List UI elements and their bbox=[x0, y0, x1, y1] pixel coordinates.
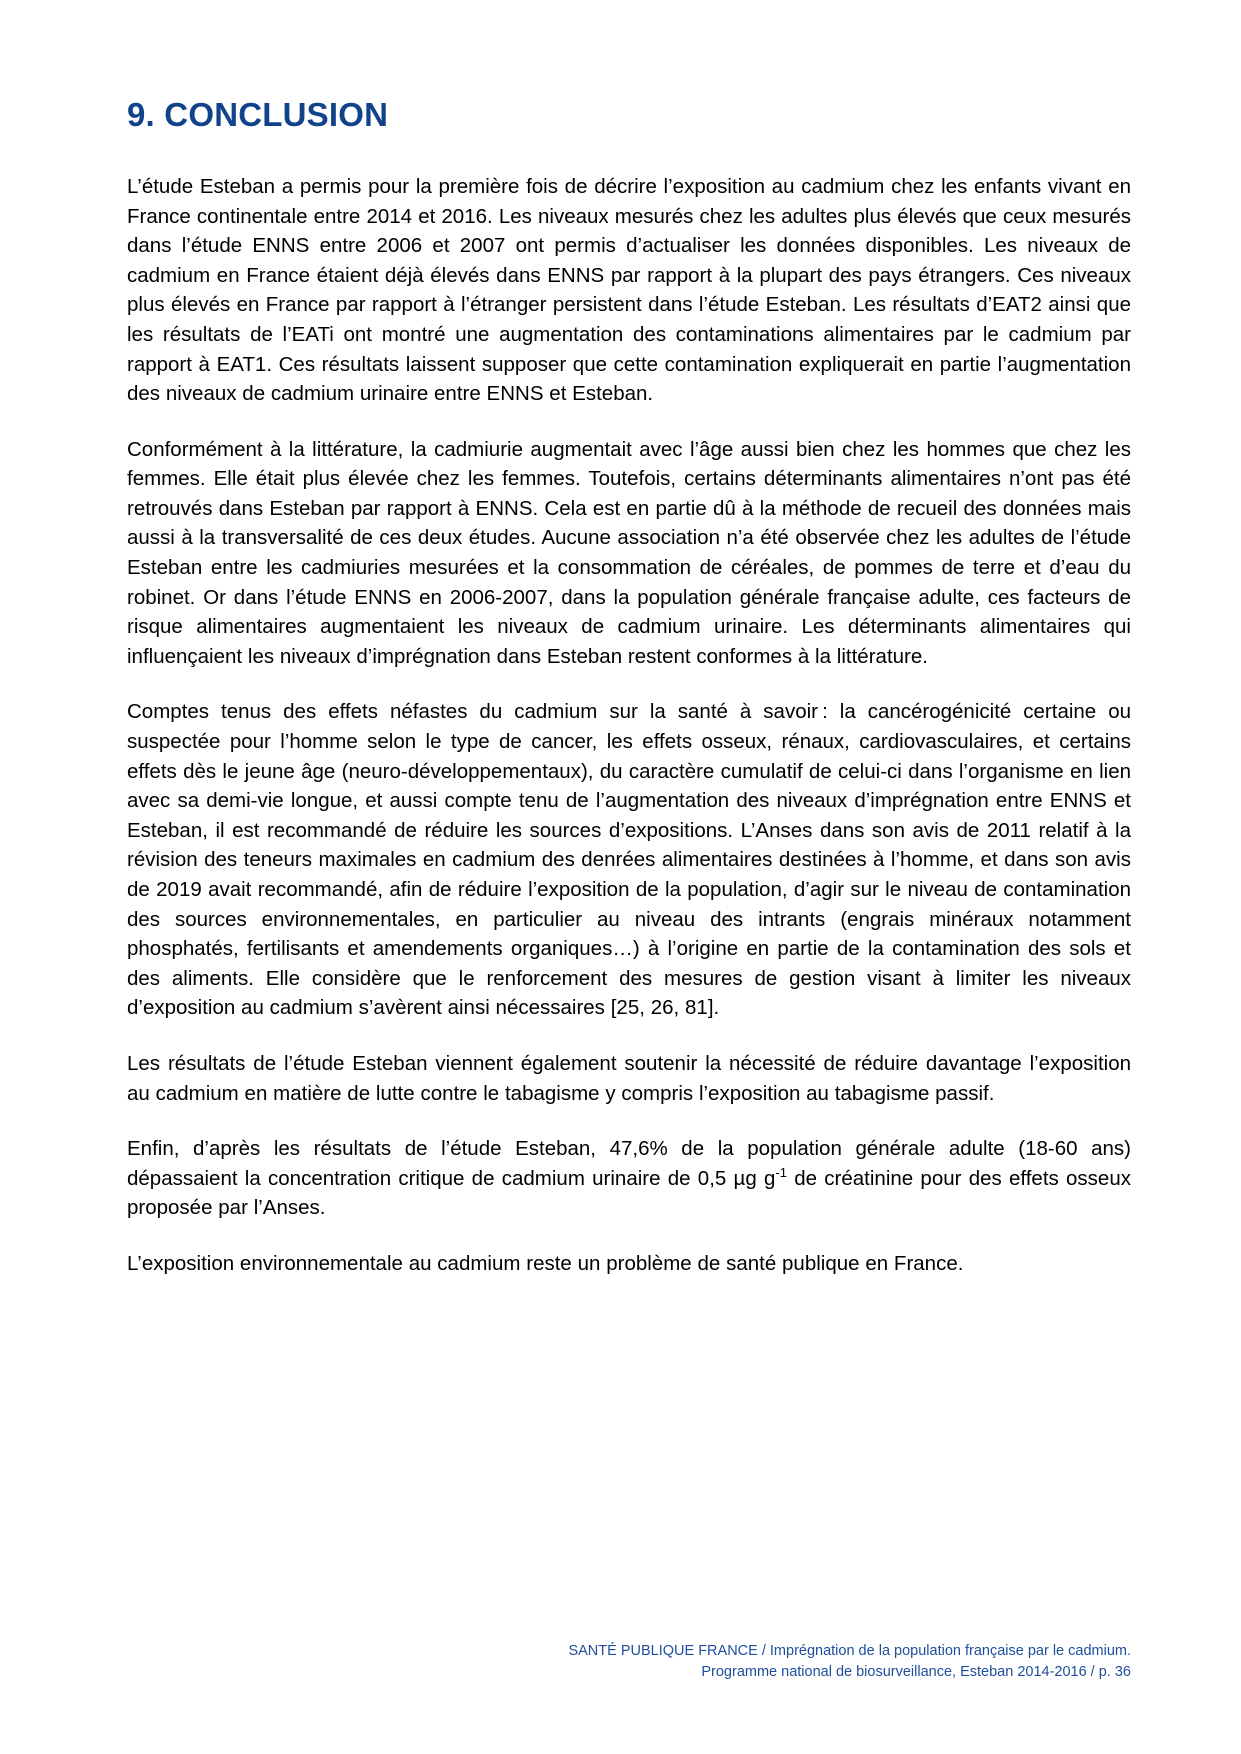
page-content bbox=[127, 96, 1131, 1279]
page-title: 9. CONCLUSION bbox=[127, 96, 389, 133]
footer-line-1: SANTÉ PUBLIQUE FRANCE / Imprégnation de la population française par le cadmium. bbox=[568, 1643, 1131, 1659]
paragraph-5-exponent: -1 bbox=[775, 1164, 787, 1180]
paragraph-4: Les résultats de l’étude Esteban viennent également soutenir la nécessité de réduire davantage l’exposition au cadmium en matière de lutte contre le tabagisme y compris l’exposition au tabagisme passif. bbox=[127, 1051, 1131, 1105]
paragraph-6: L’exposition environnementale au cadmium reste un problème de santé publique en France. bbox=[127, 1251, 964, 1275]
paragraph-1: L’étude Esteban a permis pour la première fois de décrire l’exposition au cadmium chez les enfants vivant en France continentale entre 2014 et 2016. Les niveaux mesurés chez les adultes plus élevés que ceux mesurés dans l’étude ENNS entre 2006 et 2007 ont permis d’actualiser les données disponibles. Les niveaux de cadmium en France étaient déjà élevés dans ENNS par rapport à la plupart des pays étrangers. Ces niveaux plus élevés en France par rapport à l’étranger persistent dans l’étude Esteban. Les résultats d’EAT2 ainsi que les résultats de l’EATi ont montré une augmentation des contaminations alimentaires par le cadmium par rapport à EAT1. Ces résultats laissent supposer que cette contamination expliquerait en partie l’augmentation des niveaux de cadmium urinaire entre ENNS et Esteban. bbox=[127, 174, 1131, 406]
paragraph-3: Comptes tenus des effets néfastes du cadmium sur la santé à savoir : la cancérogénicité certaine ou suspectée pour l’homme selon le type de cancer, les effets osseux, rénaux, cardiovasculaires, et certains effets dès le jeune âge (neuro-développementaux), du caractère cumulatif de celui-ci dans l’organisme en lien avec sa demi-vie longue, et aussi compte tenu de l’augmentation des niveaux d’imprégnation entre ENNS et Esteban, il est recommandé de réduire les sources d’expositions. L’Anses dans son avis de 2011 relatif à la révision des teneurs maximales en cadmium des denrées alimentaires destinées à l’homme, et dans son avis de 2019 avait recommandé, afin de réduire l’exposition de la population, d’agir sur le niveau de contamination des sources environnementales, en particulier au niveau des intrants (engrais minéraux notamment phosphatés, fertilisants et amendements organiques…) à l’origine en partie de la contamination des sols et des aliments. Elle considère que le renforcement des mesures de gestion visant à limiter les niveaux d’exposition au cadmium s’avèrent ainsi nécessaires [25, 26, 81]. bbox=[127, 700, 1131, 1020]
paragraph-2: Conformément à la littérature, la cadmiurie augmentait avec l’âge aussi bien chez les hommes que chez les femmes. Elle était plus élevée chez les femmes. Toutefois, certains déterminants alimentaires n’ont pas été retrouvés dans Esteban par rapport à ENNS. Cela est en partie dû à la méthode de recueil des données mais aussi à la transversalité de ces deux études. Aucune association n’a été observée chez les adultes de l’étude Esteban entre les cadmiuries mesurées et la consommation de céréales, de pommes de terre et d’eau du robinet. Or dans l’étude ENNS en 2006-2007, dans la population générale française adulte, ces facteurs de risque alimentaires augmentaient les niveaux de cadmium urinaire. Les déterminants alimentaires qui influençaient les niveaux d’imprégnation dans Esteban restent conformes à la littérature. bbox=[127, 437, 1131, 668]
paragraph-5-after: de créatinine pour des effets osseux proposée par l’Anses. bbox=[127, 1166, 1131, 1220]
paragraph-5-before: Enfin, d’après les résultats de l’étude Esteban, 47,6% de la population générale adulte (18-60 ans) dépassaient la concentration critique de cadmium urinaire de 0,5 µg g bbox=[127, 1137, 1131, 1190]
page-footer bbox=[0, 1641, 1131, 1683]
paragraph-5 bbox=[127, 1134, 1131, 1223]
footer-line-2: Programme national de biosurveillance, Esteban 2014-2016 / p. 36 bbox=[701, 1664, 1131, 1680]
